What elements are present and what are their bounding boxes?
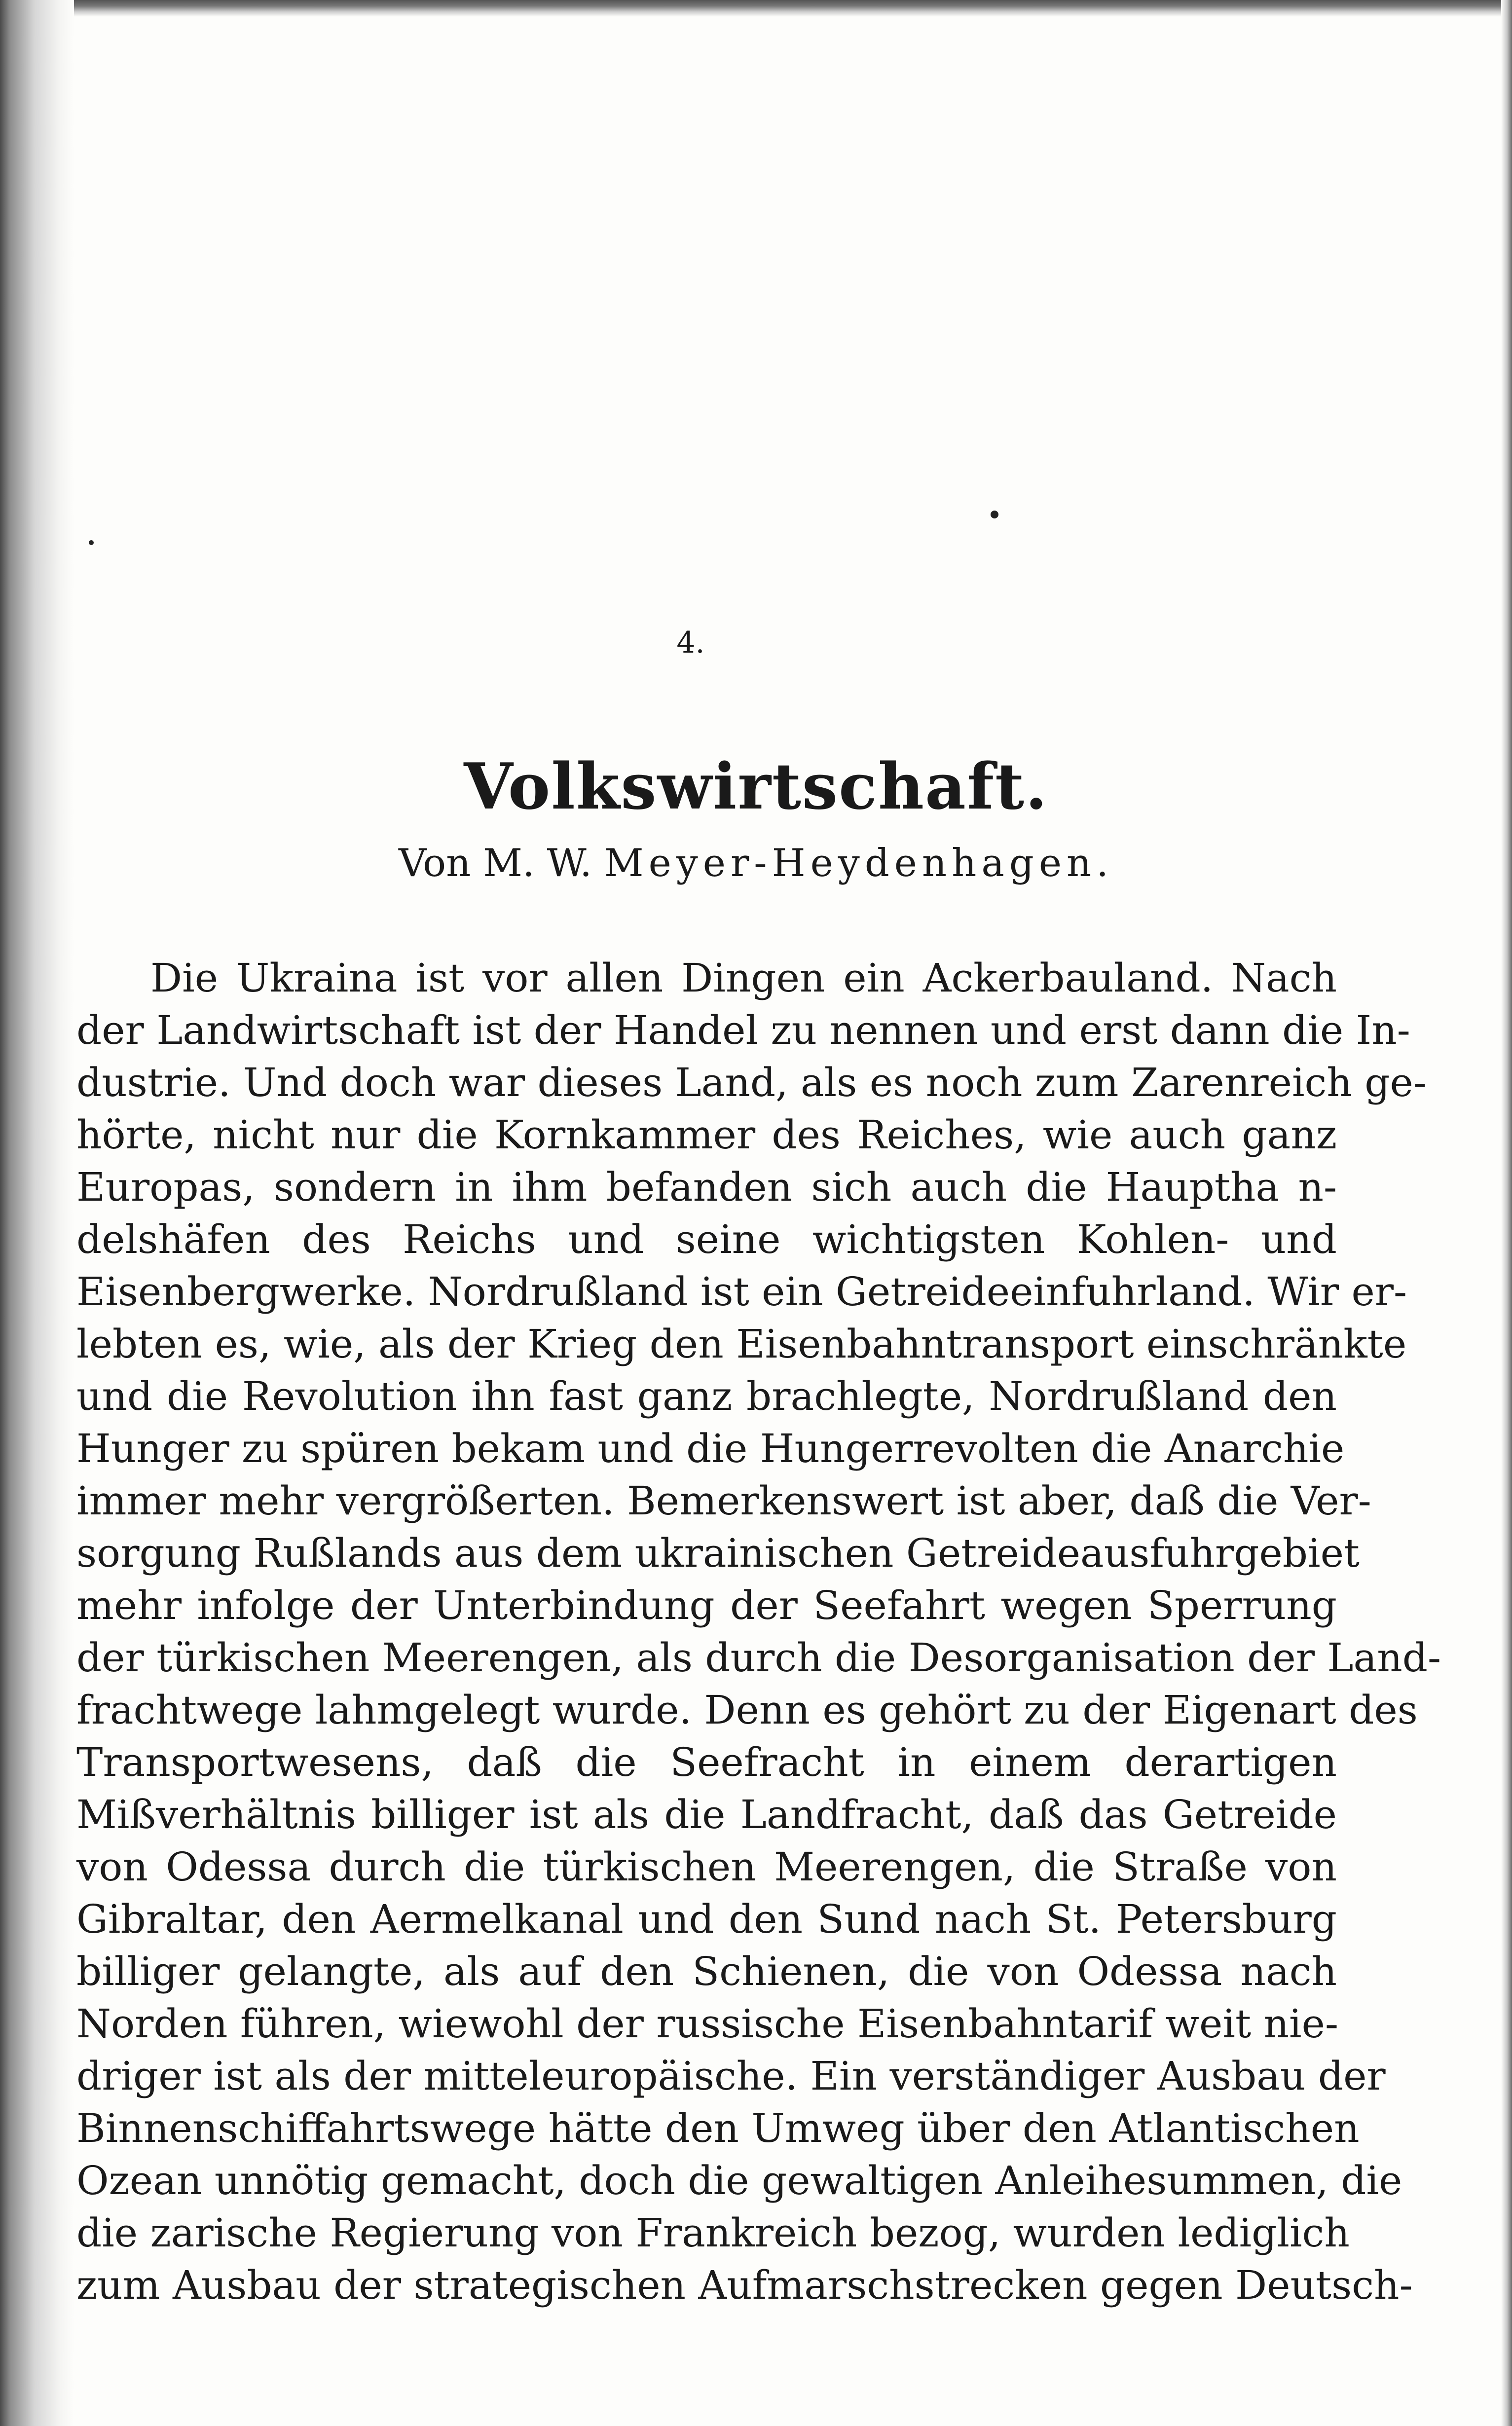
text-line: und die Revolution ihn fast ganz brachlegte, Nordrußland den — [76, 1373, 1337, 1419]
ink-speck — [89, 540, 94, 545]
ink-speck — [991, 511, 998, 518]
author-name: Meyer-Heydenhagen. — [604, 841, 1114, 885]
scan-right-edge — [1501, 0, 1512, 2426]
page-number: 4. — [676, 625, 705, 660]
text-line: Europas, sondern in ihm befanden sich auch die Hauptha n- — [76, 1164, 1337, 1210]
text-line: frachtwege lahmgelegt wurde. Denn es gehört zu der Eigenart des — [76, 1687, 1418, 1733]
scan-left-edge — [0, 0, 74, 2426]
text-line: die zarische Regierung von Frankreich bezog, wurden lediglich — [76, 2210, 1350, 2256]
text-line: hörte, nicht nur die Kornkammer des Reiches, wie auch ganz — [76, 1112, 1337, 1158]
text-line: immer mehr vergrößerten. Bemerkenswert ist aber, daß die Ver- — [76, 1478, 1371, 1524]
text-line: zum Ausbau der strategischen Aufmarschstrecken gegen Deutsch- — [76, 2262, 1413, 2308]
text-line: Ozean unnötig gemacht, doch die gewaltigen Anleihesummen, die — [76, 2158, 1402, 2204]
text-line: Transportwesens, daß die Seefracht in einem derartigen — [76, 1739, 1337, 1785]
chapter-title: Volkswirtschaft. — [464, 750, 1048, 824]
text-line: dustrie. Und doch war dieses Land, als es noch zum Zarenreich ge- — [76, 1060, 1427, 1105]
text-line: Die Ukraina ist vor allen Dingen ein Ackerbauland. Nach — [150, 955, 1337, 1001]
text-line: der türkischen Meerengen, als durch die Desorganisation der Land- — [76, 1635, 1441, 1681]
text-line: mehr infolge der Unterbindung der Seefahrt wegen Sperrung — [76, 1582, 1337, 1628]
text-line: Mißverhältnis billiger ist als die Landfracht, daß das Getreide — [76, 1792, 1337, 1838]
text-line: Hunger zu spüren bekam und die Hungerrevolten die Anarchie — [76, 1426, 1345, 1471]
author-line — [0, 839, 1512, 888]
text-line: billiger gelangte, als auf den Schienen, die von Odessa nach — [76, 1948, 1337, 1994]
text-line: der Landwirtschaft ist der Handel zu nennen und erst dann die In- — [76, 1007, 1410, 1053]
text-line: Binnenschiffahrtswege hätte den Umweg über den Atlantischen — [76, 2105, 1360, 2151]
text-line: Norden führen, wiewohl der russische Eisenbahntarif weit nie- — [76, 2001, 1339, 2047]
text-line: driger ist als der mitteleuropäische. Ein verständiger Ausbau der — [76, 2053, 1386, 2099]
body-paragraph — [76, 952, 1441, 2312]
text-line: delshäfen des Reichs und seine wichtigsten Kohlen- und — [76, 1216, 1337, 1262]
text-line: sorgung Rußlands aus dem ukrainischen Getreideausfuhrgebiet — [76, 1530, 1360, 1576]
text-line: Gibraltar, den Aermelkanal und den Sund nach St. Petersburg — [76, 1896, 1337, 1942]
scan-top-edge — [0, 0, 1512, 17]
text-line: von Odessa durch die türkischen Meerengen, die Straße von — [76, 1844, 1337, 1890]
author-prefix: Von M. W. — [398, 841, 592, 885]
text-line: lebten es, wie, als der Krieg den Eisenbahntransport einschränkte — [76, 1321, 1407, 1367]
text-line: Eisenbergwerke. Nordrußland ist ein Getreideeinfuhrland. Wir er- — [76, 1269, 1407, 1315]
